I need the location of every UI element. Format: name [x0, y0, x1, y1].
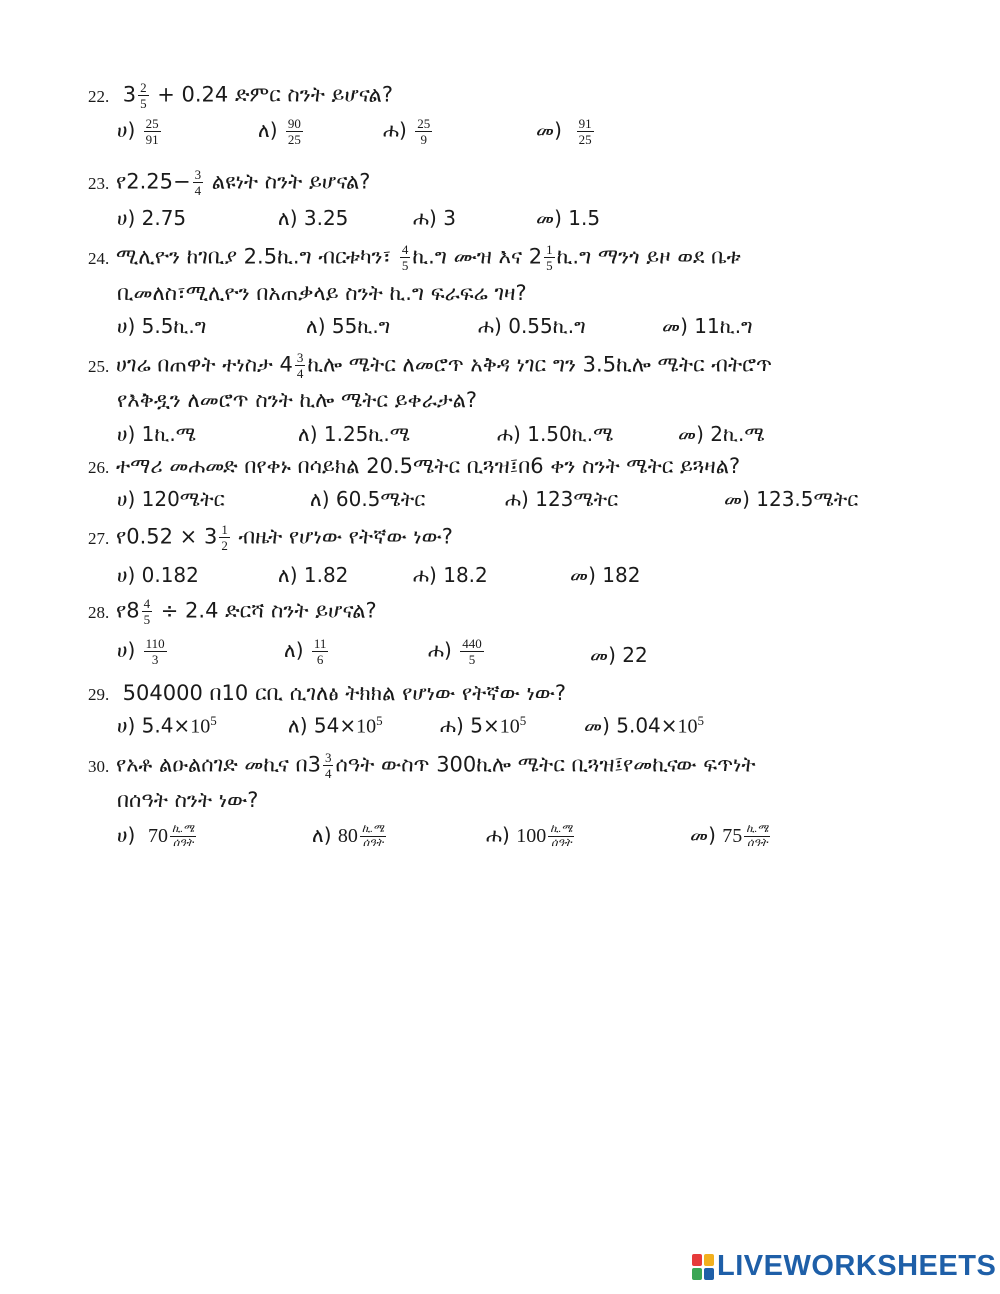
option-a[interactable]: ሀ) $5.4\times 10^5$ [117, 713, 217, 738]
option-b[interactable]: ለ) $\frac{90}{25}$ [258, 116, 301, 147]
question-30: 30. የአቶ ልዑልሰገድ መኪና በ3 $\frac{3}{4}$ ሰዓት ውስጥ 300ኪሎ ሜትር ቢጓዝ፤የመኪናው ፍጥነት [88, 750, 756, 781]
question-30-line2: በሰዓት ስንት ነው? [117, 788, 259, 812]
question-25-line2: የእቅዷን ለመሮጥ ስንት ኪሎ ሜትር ይቀራታል? [117, 388, 478, 412]
fraction: $\frac{4}{5}$ [143, 596, 151, 627]
option-b[interactable]: ለ) 1.25ኪ.ሜ [298, 422, 411, 446]
option-c[interactable]: ሐ) 0.55ኪ.ግ [478, 314, 586, 338]
option-c[interactable]: ሐ) 123ሜትር [505, 487, 619, 511]
question-24: 24. ሚሊዮን ከገቢያ 2.5ኪ.ግ ብርቱካን፣ $\frac{4}{5}$ ኪ.ግ ሙዝ እና 2 $\frac{1}{5}$ ኪ.ግ ማንጎ ይዞ ወደ ቤቱ [88, 242, 741, 273]
option-b[interactable]: ለ) 55ኪ.ግ [306, 314, 391, 338]
option-d[interactable]: መ) 75 $\frac{\text{ኪ.ሜ}}{\text{ሰዓት}}$ [690, 823, 769, 849]
option-c[interactable]: ሐ) $5\times 10^5$ [440, 713, 527, 738]
option-c[interactable]: ሐ) $\frac{25}{9}$ [383, 116, 431, 147]
option-b[interactable]: ለ) 60.5ሜትር [310, 487, 426, 511]
option-c[interactable]: ሐ) 3 [413, 206, 456, 230]
fraction: $\frac{3}{4}$ [324, 750, 332, 781]
option-d[interactable]: መ) 1.5 [536, 206, 601, 230]
option-d[interactable]: መ) 11ኪ.ግ [662, 314, 753, 338]
fraction: $\frac{2}{5}$ [140, 80, 147, 111]
option-a[interactable]: ሀ) $\frac{25}{91}$ [117, 116, 159, 147]
option-d[interactable]: መ) $5.04\times 10^5$ [584, 713, 705, 738]
option-b[interactable]: ለ) 80 $\frac{\text{ኪ.ሜ}}{\text{ሰዓት}}$ [312, 823, 385, 849]
question-24-line2: ቢመለስ፣ሚሊዮን በአጠቃላይ ስንት ኪ.ግ ፍራፍሬ ገዛ? [117, 281, 527, 305]
option-c[interactable]: ሐ) 1.50ኪ.ሜ [497, 422, 614, 446]
option-b[interactable]: ለ) $\frac{11}{6}$ [284, 636, 327, 667]
liveworksheets-logo [692, 1250, 996, 1283]
option-c[interactable]: ሐ) 100 $\frac{\text{ኪ.ሜ}}{\text{ሰዓት}}$ [486, 823, 573, 849]
option-b[interactable]: ለ) 3.25 [278, 206, 349, 230]
option-d[interactable]: መ) 2ኪ.ሜ [678, 422, 765, 446]
option-a[interactable]: ሀ) $\frac{110}{3}$ [117, 636, 165, 667]
option-b[interactable]: ለ) 1.82 [278, 563, 349, 587]
fraction: $\frac{3}{4}$ [194, 167, 202, 198]
option-a[interactable]: ሀ) 70 $\frac{\text{ኪ.ሜ}}{\text{ሰዓት}}$ [117, 823, 195, 849]
question-28: 28. የ8 $\frac{4}{5}$ ÷ 2.4 ድርሻ ስንት ይሆናል? [88, 596, 377, 627]
question-text: 3 [122, 82, 137, 107]
question-25: 25. ሀገሬ በጠዋት ተነስታ 4 $\frac{3}{4}$ ኪሎ ሜትር ለመሮጥ አቅዳ ነገር ግን 3.5ኪሎ ሜትር ብትሮጥ [88, 350, 773, 381]
option-d[interactable]: መ) 123.5ሜትር [724, 487, 859, 511]
logo-text: LIVEWORKSHEETS [717, 1250, 997, 1282]
option-a[interactable]: ሀ) 1ኪ.ሜ [117, 422, 196, 446]
option-a[interactable]: ሀ) 2.75 [117, 206, 187, 230]
fraction: $\frac{1}{5}$ [546, 242, 553, 273]
question-27: 27. የ0.52 × 3 $\frac{1}{2}$ ብዜት የሆነው የትኛው ነው? [88, 522, 453, 553]
fraction: $\frac{4}{5}$ [401, 242, 409, 273]
option-a[interactable]: ሀ) 120ሜትር [117, 487, 225, 511]
question-26: 26. ተማሪ መሐመድ በየቀኑ በሳይክል 20.5ሜትር ቢጓዝ፤በ6 ቀን ስንት ሜትር ይጓዛል? [88, 454, 741, 478]
option-a[interactable]: ሀ) 0.182 [117, 563, 199, 587]
option-d[interactable]: መ) $\frac{91}{25}$ [536, 116, 592, 147]
option-b[interactable]: ለ) $54\times 10^5$ [288, 713, 383, 738]
fraction: $\frac{1}{2}$ [221, 522, 228, 553]
question-23: 23. የ2.25− $\frac{3}{4}$ ልዩነት ስንት ይሆናል? [88, 167, 371, 198]
option-c[interactable]: ሐ) $\frac{440}{5}$ [428, 636, 482, 667]
logo-icon [692, 1254, 714, 1280]
fraction: $\frac{3}{4}$ [296, 350, 304, 381]
option-d[interactable]: መ) 22 [590, 643, 648, 667]
question-text: + 0.24 ድምር ስንት ይሆናል? [150, 82, 393, 107]
question-29: 29. 504000 በ10 ርቢ ሲገለፅ ትክክል የሆነው የትኛው ነው? [88, 681, 567, 705]
option-a[interactable]: ሀ) 5.5ኪ.ግ [117, 314, 207, 338]
option-c[interactable]: ሐ) 18.2 [413, 563, 488, 587]
question-22: 22. 3 $\frac{2}{5}$ + 0.24 ድምር ስንት ይሆናል? [88, 80, 393, 111]
option-d[interactable]: መ) 182 [570, 563, 641, 587]
